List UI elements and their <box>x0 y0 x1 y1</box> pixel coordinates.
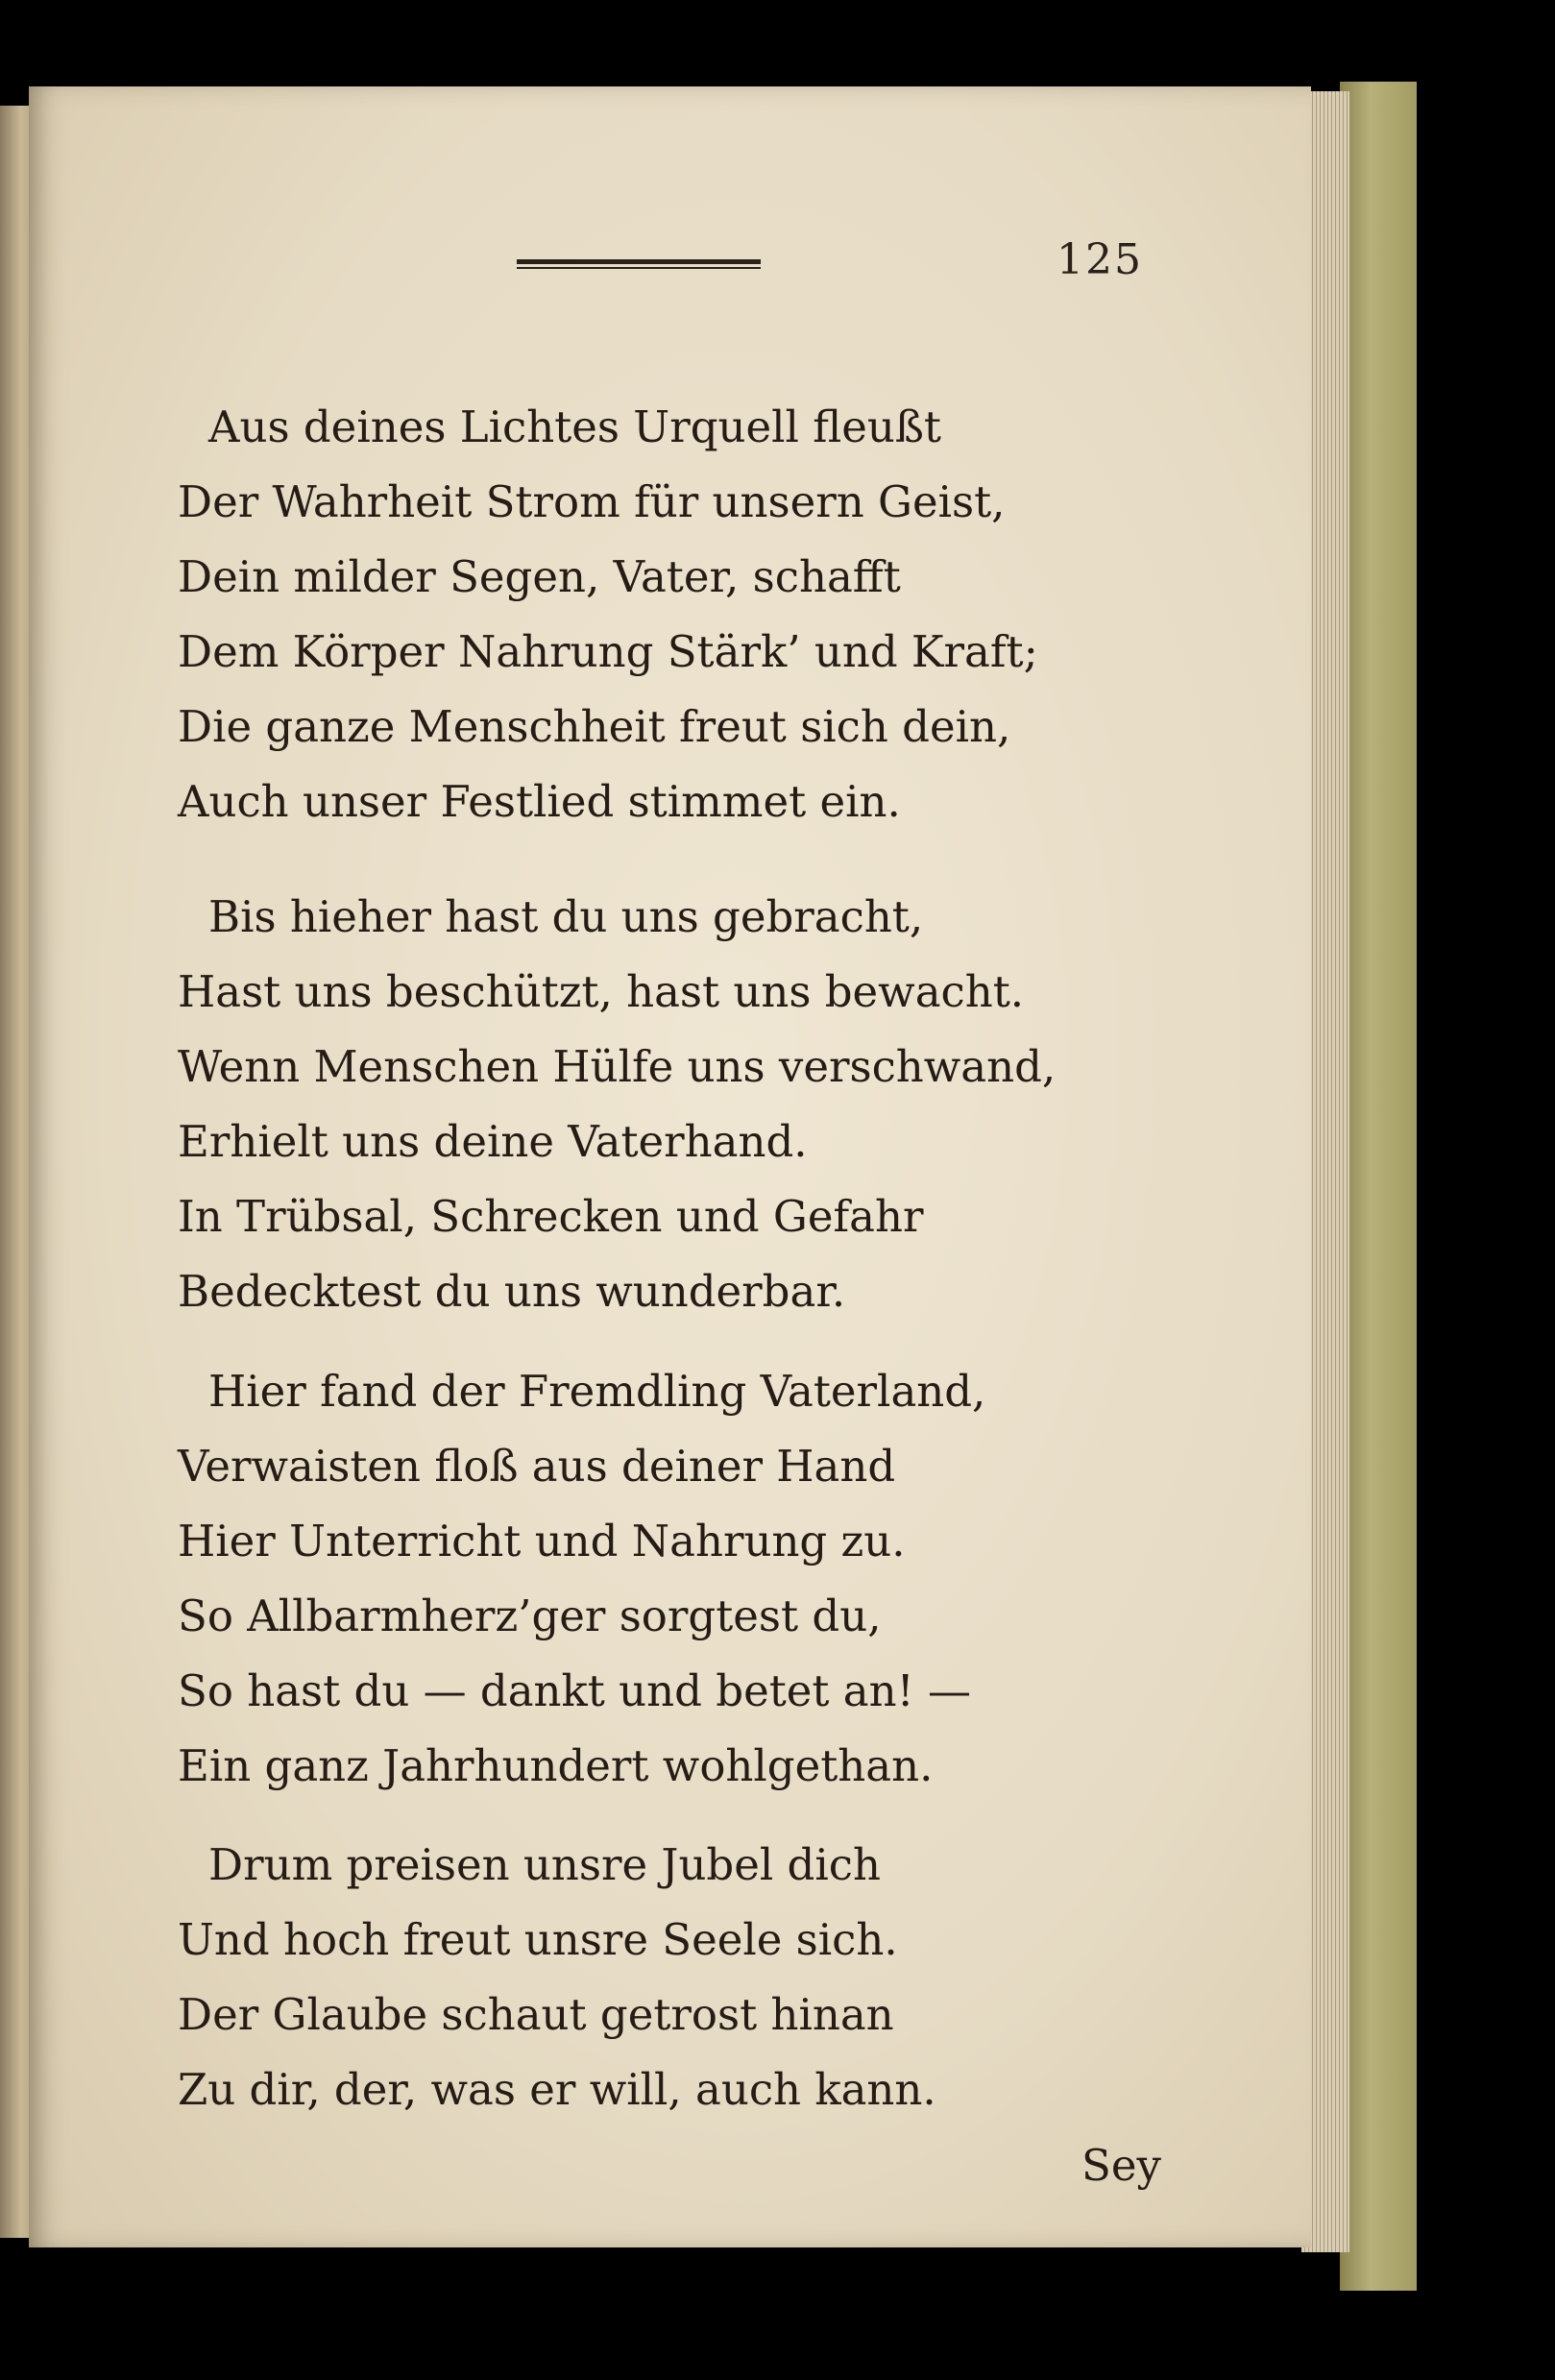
verse-line: Hier fand der Fremdling Vaterland, <box>208 1366 986 1417</box>
verse-line: Hier Unterricht und Nahrung zu. <box>178 1516 906 1566</box>
catchword: Sey <box>1081 2140 1161 2191</box>
verse-line: Erhielt uns deine Vaterhand. <box>178 1116 808 1167</box>
verse-line: Die ganze Menschheit freut sich dein, <box>178 701 1011 752</box>
verse-line: Und hoch freut unsre Seele sich. <box>178 1914 898 1965</box>
verse-line: Bis hieher hast du uns gebracht, <box>208 891 924 942</box>
verse-line: Dein milder Segen, Vater, schafft <box>178 551 901 602</box>
stanza-2 <box>178 880 1282 1329</box>
verse-line: Dem Körper Nahrung Stärk’ und Kraft; <box>178 626 1038 677</box>
page-number: 125 <box>1057 235 1143 284</box>
verse-line: In Trübsal, Schrecken und Gefahr <box>178 1191 924 1242</box>
verse-line: Wenn Menschen Hülfe uns verschwand, <box>178 1041 1057 1092</box>
verse-line: Der Wahrheit Strom für unsern Geist, <box>178 476 1006 527</box>
stanza-4 <box>178 1828 1282 2127</box>
stanza-3 <box>178 1354 1282 1804</box>
verse-line: So Allbarmherz’ger sorgtest du, <box>178 1591 882 1641</box>
header-rule <box>517 259 761 269</box>
verse-line: Auch unser Festlied stimmet ein. <box>178 776 901 827</box>
book-page <box>29 86 1311 2247</box>
verse-line: Der Glaube schaut getrost hinan <box>178 1989 894 2040</box>
verse-line: Verwaisten floß aus deiner Hand <box>178 1441 896 1492</box>
stanza-1 <box>178 390 1282 839</box>
verse-line: Zu dir, der, was er will, auch kann. <box>178 2064 936 2115</box>
verse-line: Aus deines Lichtes Urquell fleußt <box>208 401 942 452</box>
book-cover-board <box>1340 82 1417 2291</box>
verse-line: Hast uns beschützt, hast uns bewacht. <box>178 966 1025 1017</box>
verse-line: Bedecktest du uns wunderbar. <box>178 1266 846 1317</box>
verse-line: So hast du — dankt und betet an! — <box>178 1665 971 1716</box>
verse-line: Ein ganz Jahrhundert wohlgethan. <box>178 1740 934 1791</box>
verse-line: Drum preisen unsre Jubel dich <box>208 1839 881 1890</box>
